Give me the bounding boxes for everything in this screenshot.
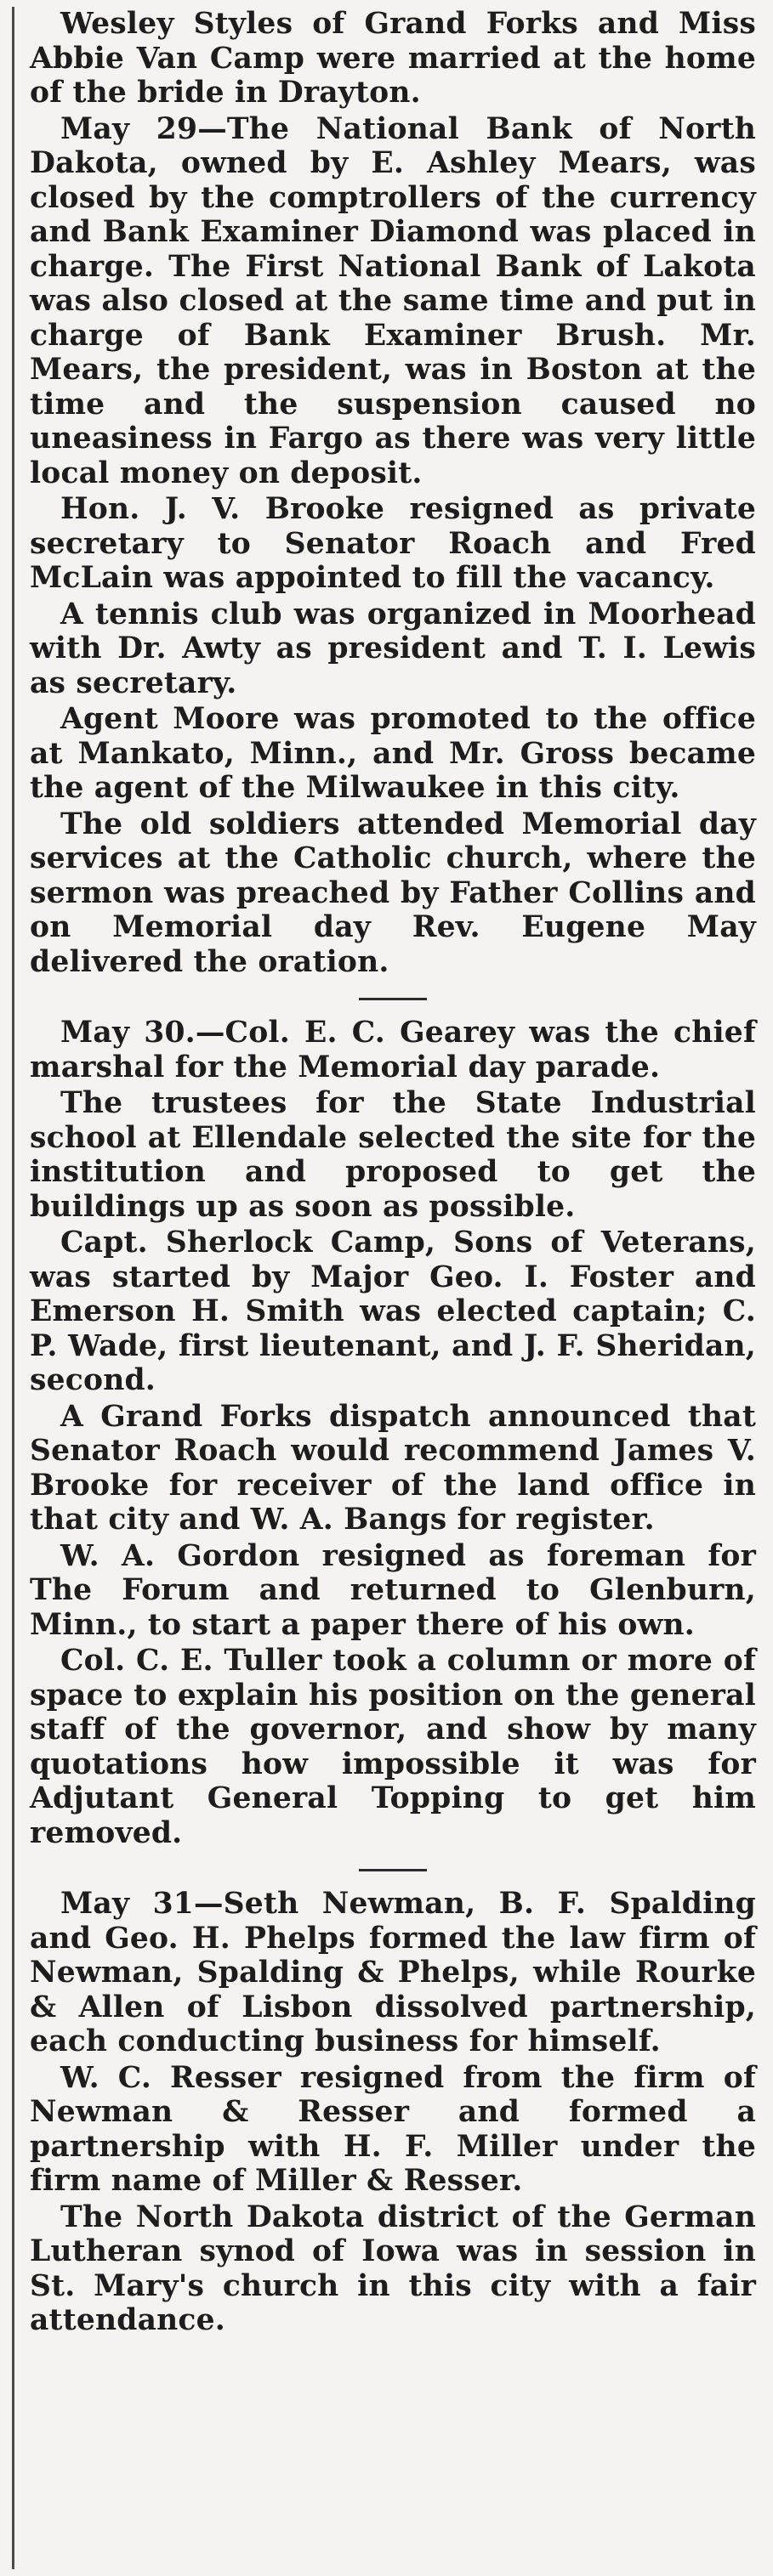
article-paragraph: May 30.—Col. E. C. Gearey was the chief marshal for the Memorial day parade.	[30, 1016, 756, 1084]
article-paragraph: Wesley Styles of Grand Forks and Miss Abbie Van Camp were married at the home of the bride in Drayton.	[30, 7, 756, 110]
article-paragraph: The North Dakota district of the German Lutheran synod of Iowa was in session in St. Mary's church in this city with a fair attendance.	[30, 2200, 756, 2337]
section-divider	[359, 1869, 427, 1871]
article-paragraph: W. C. Resser resigned from the firm of Newman & Resser and formed a partnership with H. F. Miller under the firm name of Miller & Resser.	[30, 2060, 756, 2198]
article-paragraph: A tennis club was organized in Moorhead with Dr. Awty as president and T. I. Lewis as secretary.	[30, 597, 756, 700]
article-paragraph: Agent Moore was promoted to the office at Mankato, Minn., and Mr. Gross became the agent of the Milwaukee in this city.	[30, 702, 756, 805]
article-paragraph: Col. C. E. Tuller took a column or more of space to explain his position on the general staff of the governor, and show by many quotations how impossible it was for Adjutant General Topping to get him removed.	[30, 1644, 756, 1850]
article-paragraph: The trustees for the State Industrial school at Ellendale selected the site for the institution and proposed to get the buildings up as soon as possible.	[30, 1086, 756, 1224]
article-paragraph: Hon. J. V. Brooke resigned as private secretary to Senator Roach and Fred McLain was appointed to fill the vacancy.	[30, 492, 756, 595]
article-paragraph: The old soldiers attended Memorial day services at the Catholic church, where the sermon was preached by Father Collins and on Memorial day Rev. Eugene May delivered the oration.	[30, 807, 756, 979]
newspaper-column	[12, 7, 763, 2569]
article-paragraph: W. A. Gordon resigned as foreman for The Forum and returned to Glenburn, Minn., to start a paper there of his own.	[30, 1538, 756, 1642]
article-paragraph: May 29—The National Bank of North Dakota, owned by E. Ashley Mears, was closed by the comptrollers of the currency and Bank Examiner Diamond was placed in charge. The First National Bank of Lakota was also closed at the same time and put in charge of Bank Examiner Brush. Mr. Mears, the president, was in Boston at the time and the suspension caused no uneasiness in Fargo as there was very little local money on deposit.	[30, 111, 756, 490]
article-paragraph: Capt. Sherlock Camp, Sons of Veterans, was started by Major Geo. I. Foster and Emerson H. Smith was elected captain; C. P. Wade, first lieutenant, and J. F. Sheridan, second.	[30, 1226, 756, 1397]
section-divider	[359, 998, 427, 1000]
article-paragraph: May 31—Seth Newman, B. F. Spalding and Geo. H. Phelps formed the law firm of Newman, Spalding & Phelps, while Rourke & Allen of Lisbon dissolved partnership, each conducting business for himself.	[30, 1887, 756, 2058]
article-paragraph: A Grand Forks dispatch announced that Senator Roach would recommend James V. Brooke for receiver of the land office in that city and W. A. Bangs for register.	[30, 1399, 756, 1537]
